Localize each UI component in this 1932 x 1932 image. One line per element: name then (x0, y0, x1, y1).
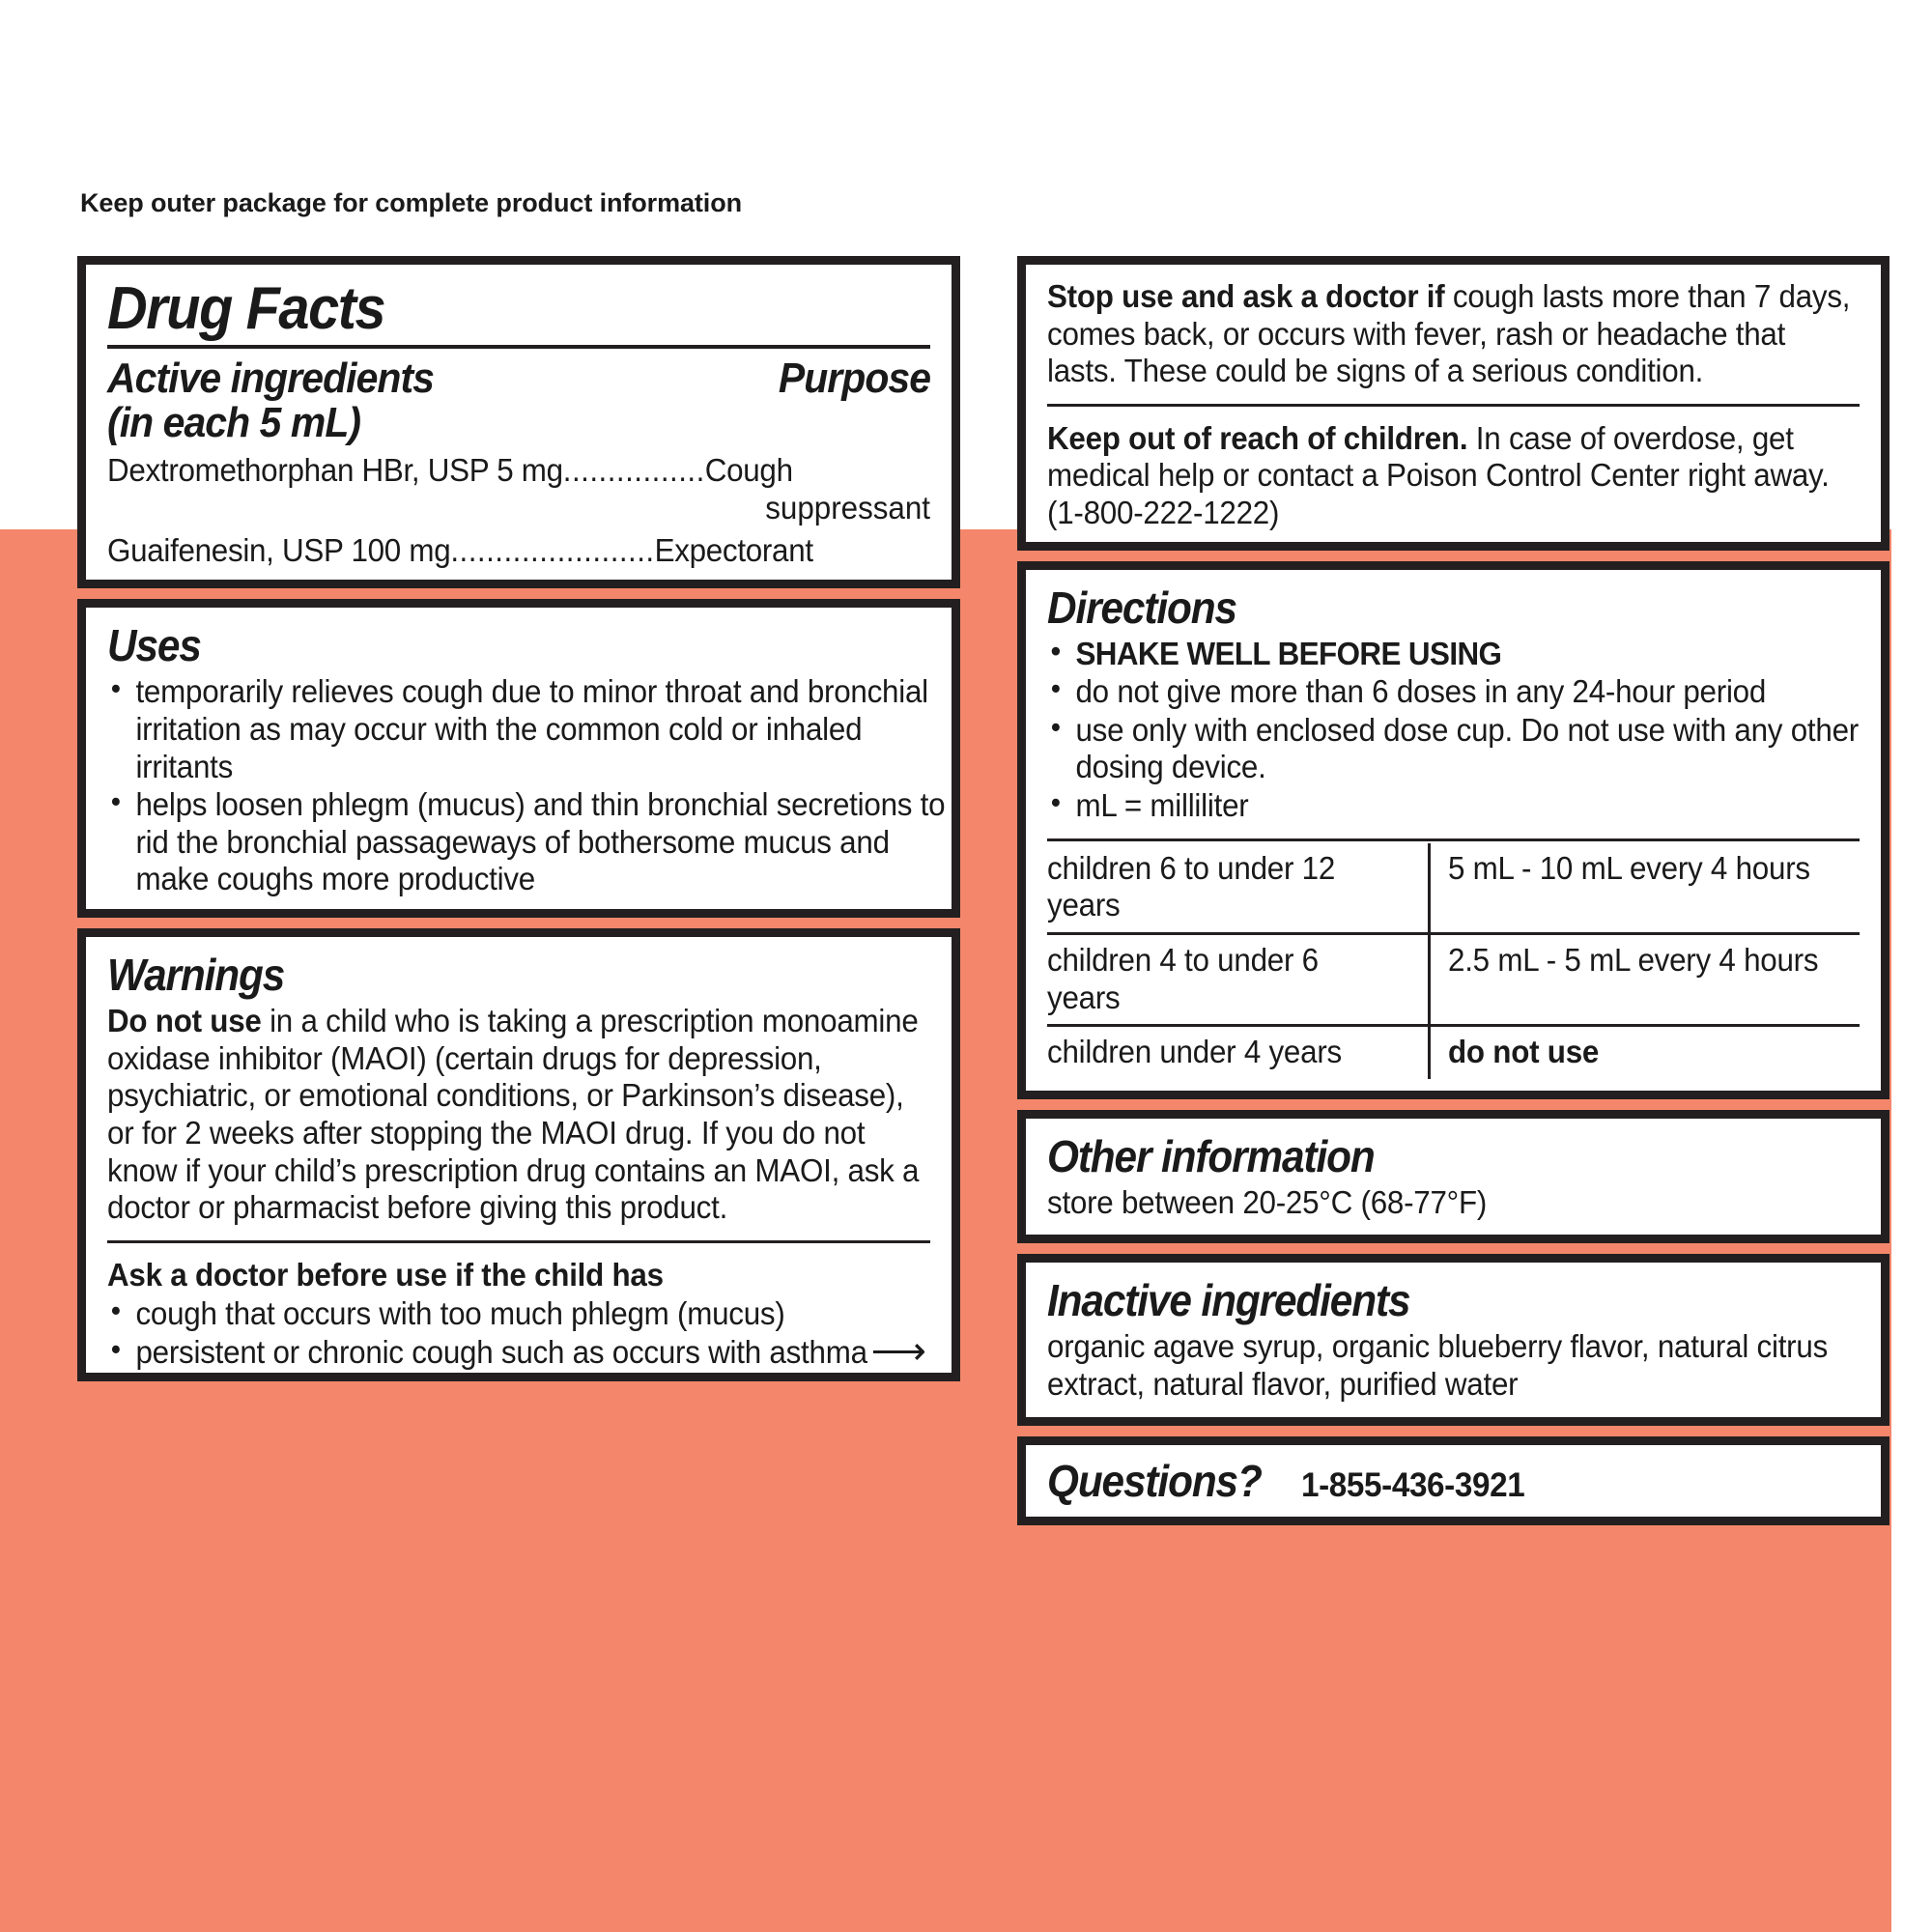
right-column (1017, 256, 1889, 1525)
uses-bullet: • temporarily relieves cough due to minor throat and bronchial irritation as may occur with the common cold or inhaled irritants (107, 673, 956, 785)
panel-inactive-ingredients (1017, 1254, 1889, 1425)
directions-bullet-list (1047, 636, 1860, 825)
drug-facts-title: Drug Facts (107, 275, 385, 342)
questions-row (1047, 1455, 1860, 1507)
uses-bullet-list (107, 673, 946, 898)
ask-doctor-bullet: • cough that occurs with too much phlegm (mucus) (107, 1295, 956, 1333)
ask-doctor-bullet: • persistent or chronic cough such as occurs with asthma (107, 1334, 956, 1372)
directions-title: Directions (1047, 582, 1236, 633)
dose-age-text: children 4 to under 6 years (1047, 941, 1319, 1015)
inactive-ingredients-text: organic agave syrup, organic blueberry flavor, natural citrus extract, natural flavor, purified water (1047, 1328, 1829, 1402)
keep-out-bold: Keep out of reach of children. (1047, 419, 1468, 456)
dose-amount-text: 2.5 mL - 5 mL every 4 hours (1447, 941, 1819, 978)
dose-age-cell (1047, 933, 1429, 1025)
dose-amount-text: do not use (1447, 1034, 1599, 1070)
keep-out-paragraph (1047, 420, 1858, 532)
dose-age-cell (1047, 1026, 1429, 1079)
divider-under-title (107, 345, 930, 349)
dose-amount-text: 5 mL - 10 mL every 4 hours (1447, 849, 1810, 886)
dot-leader-1: ................ (562, 451, 705, 488)
dose-age-cell (1047, 843, 1429, 934)
active-ingredient-row-1 (107, 452, 889, 490)
active-ingredients-header (107, 356, 930, 445)
dosing-table (1047, 843, 1860, 1079)
warnings-title: Warnings (107, 950, 285, 1001)
stop-use-bold: Stop use and ask a doctor if (1047, 278, 1445, 314)
panel-drug-facts (77, 256, 960, 588)
divider-warnings (107, 1240, 930, 1243)
panel-directions (1017, 561, 1889, 1099)
dose-amount-cell (1429, 933, 1860, 1025)
directions-bullet: • use only with enclosed dose cup. Do not use with any other dosing device. (1047, 712, 1886, 786)
questions-title: Questions? (1047, 1455, 1262, 1506)
other-information-text: store between 20-25°C (68-77°F) (1047, 1183, 1488, 1220)
dose-age-text: children 6 to under 12 years (1047, 849, 1336, 923)
ingredient-name-1: Dextromethorphan HBr, USP 5 mg (107, 451, 563, 488)
left-column (77, 256, 960, 1381)
divider-stop-use (1047, 404, 1860, 407)
stop-use-paragraph (1047, 278, 1858, 390)
keep-out-text: In case of overdose, get medical help or contact a Poison Control Center right away. (1-800-222-1222) (1047, 419, 1830, 531)
table-row (1047, 843, 1860, 934)
ask-doctor-bullet-list (107, 1295, 930, 1371)
divider-above-dose-table (1047, 838, 1860, 841)
ingredient-purpose-1-wrap: suppressant (765, 489, 930, 526)
directions-bullet: • mL = milliliter (1047, 787, 1886, 825)
ingredient-purpose-1: Cough (704, 451, 793, 488)
panel-warnings (77, 928, 960, 1380)
dose-age-text: children under 4 years (1047, 1034, 1342, 1070)
table-row (1047, 1026, 1860, 1079)
panel-questions (1017, 1436, 1889, 1525)
panel-other-information (1017, 1110, 1889, 1244)
uses-title: Uses (107, 620, 201, 671)
stop-use-text: cough lasts more than 7 days, comes back, or occurs with fever, rash or headache that lasts. These could be signs of a serious condition. (1047, 278, 1851, 389)
ask-doctor-heading: Ask a doctor before use if the child has (107, 1256, 664, 1293)
directions-bullet: • SHAKE WELL BEFORE USING (1047, 636, 1886, 673)
questions-phone-number[interactable]: 1-855-436-3921 (1301, 1465, 1525, 1504)
panel-uses (77, 599, 960, 918)
uses-bullet: • helps loosen phlegm (mucus) and thin bronchial secretions to rid the bronchial passageways of bothersome mucus and make coughs more productive (107, 786, 956, 898)
other-information-title: Other information (1047, 1130, 1375, 1181)
dose-amount-cell (1429, 843, 1860, 934)
dot-leader-2: ....................... (450, 532, 655, 569)
do-not-use-paragraph (107, 1003, 928, 1227)
ingredient-purpose-2: Expectorant (654, 532, 813, 569)
do-not-use-bold: Do not use (107, 1003, 262, 1039)
ingredient-name-2: Guaifenesin, USP 100 mg (107, 532, 451, 569)
do-not-use-text: in a child who is taking a prescription monoamine oxidase inhibitor (MAOI) (certain drugs for depression, psychiatric, or emotional conditions, or Parkinson’s disease), or for 2 weeks after stopping the MAOI drug. If you do not know if your child’s prescription drug contains an MAOI, ask a doctor or pharmacist before giving this product. (107, 1003, 920, 1226)
purpose-label: Purpose (778, 355, 930, 403)
dose-amount-cell (1429, 1026, 1860, 1079)
active-ingredients-label-line1: Active ingredients (107, 355, 434, 403)
panel-stop-use-keep-out (1017, 256, 1889, 551)
continue-arrow-icon: ⟶ (870, 1329, 926, 1373)
keep-outer-package-notice: Keep outer package for complete product information (80, 188, 742, 217)
active-ingredients-label-line2: (in each 5 mL) (107, 399, 361, 447)
table-row (1047, 933, 1860, 1025)
inactive-ingredients-title: Inactive ingredients (1047, 1275, 1410, 1326)
active-ingredient-row-2 (107, 532, 889, 570)
directions-bullet: • do not give more than 6 doses in any 24-hour period (1047, 673, 1886, 711)
